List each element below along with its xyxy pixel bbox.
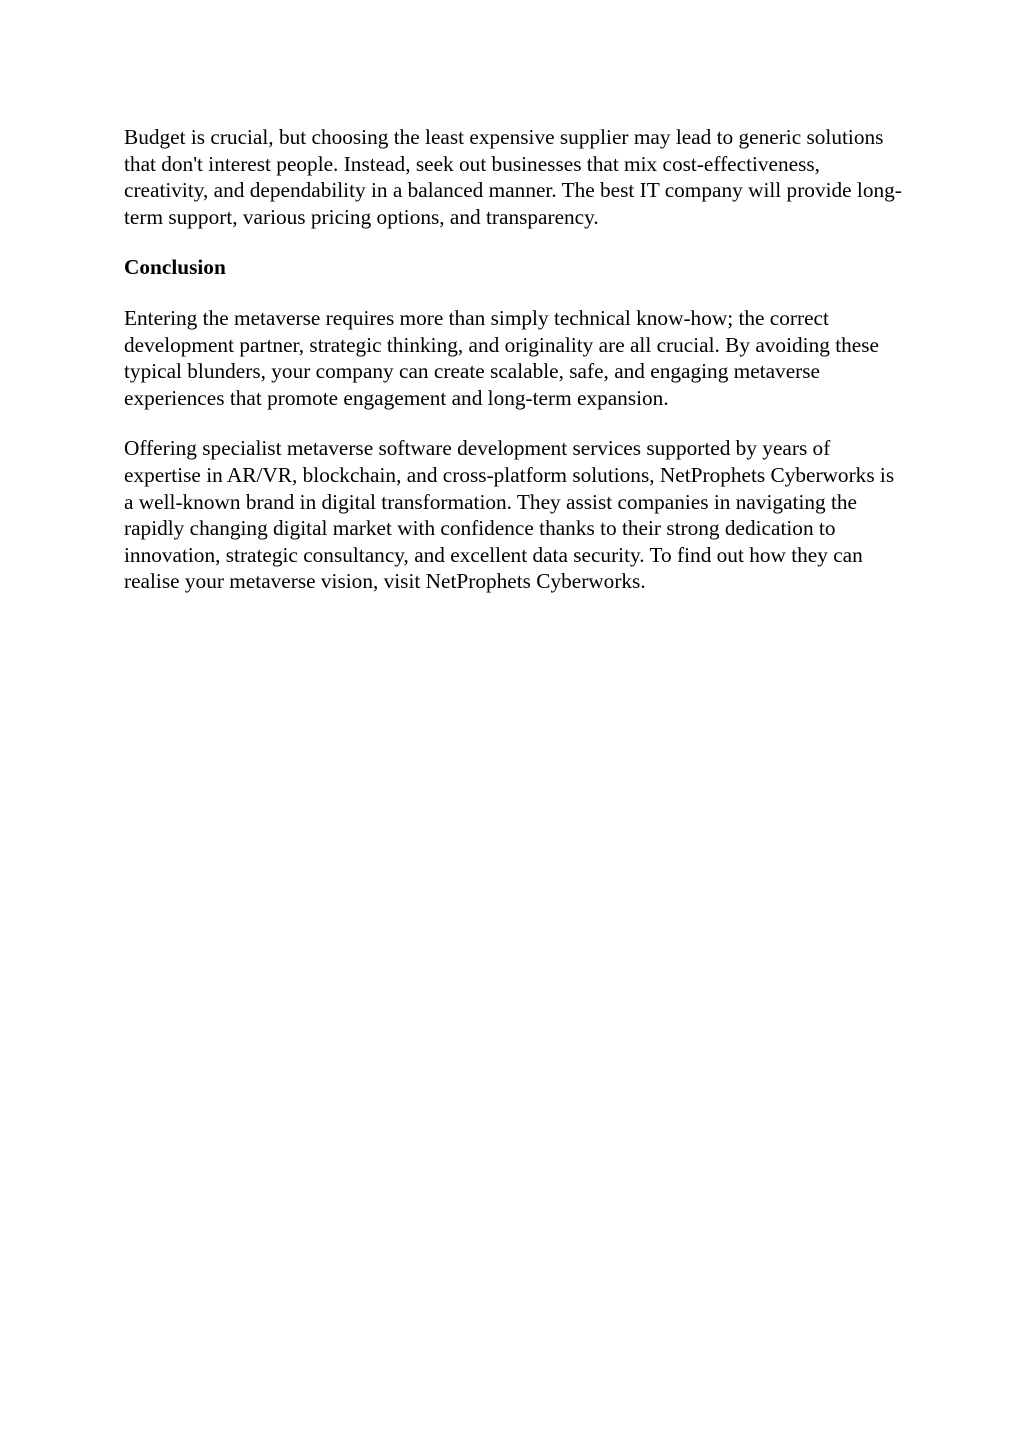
document-body bbox=[124, 124, 904, 595]
conclusion-heading: Conclusion bbox=[124, 255, 226, 280]
conclusion-paragraph: Entering the metaverse requires more than simply technical know-how; the correct development partner, strategic thinking, and originality are all crucial. By avoiding these typical blunders, your company can create scalable, safe, and engaging metaverse experiences that promote engagement and long-term expansion. bbox=[124, 305, 879, 410]
company-paragraph: Offering specialist metaverse software development services supported by years of expertise in AR/VR, blockchain, and cross-platform solutions, NetProphets Cyberworks is a well-known brand in digital transformation. They assist companies in navigating the rapidly changing digital market with confidence thanks to their strong dedication to innovation, strategic consultancy, and excellent data security. To find out how they can realise your metaverse vision, visit NetProphets Cyberworks. bbox=[124, 436, 895, 594]
budget-paragraph: Budget is crucial, but choosing the least expensive supplier may lead to generic solutions that don't interest people. Instead, seek out businesses that mix cost-effectiveness, creativity, and dependability in a balanced manner. The best IT company will provide long-term support, various pricing options, and transparency. bbox=[124, 125, 902, 229]
